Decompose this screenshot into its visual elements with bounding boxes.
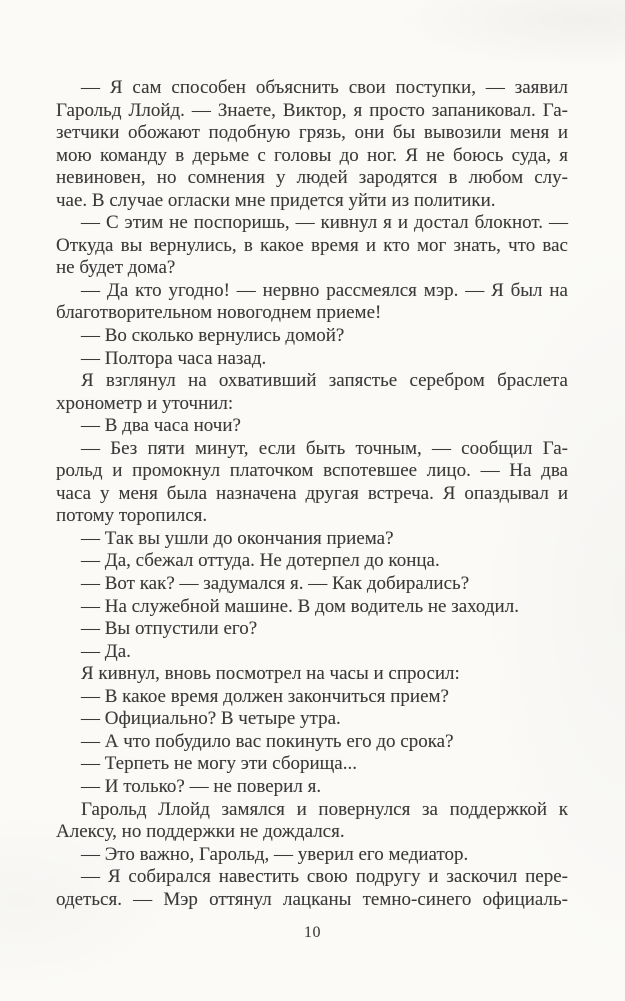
text-line: — На служебной машине. В дом водитель не заходил.: [81, 595, 519, 617]
text-line: — Я сам способен объяснить свои поступки, — заявил: [81, 77, 568, 98]
text-line: зетчики обожают подобную грязь, они бы вывозили меня и: [56, 122, 568, 144]
text-line: — Во сколько вернулись домой?: [81, 325, 345, 347]
text-line: — Без пяти минут, если быть точным, — сообщил Га-: [81, 437, 568, 459]
text-line: невиновен, но сомнения у людей зародятся в любом слу-: [56, 167, 568, 189]
text-line: мою команду в дерьме с головы до ног. Я не боюсь суда, я: [56, 144, 568, 166]
text-line: одеться. — Мэр оттянул лацканы темно-синего официаль-: [56, 888, 568, 910]
text-line: Я кивнул, вновь посмотрел на часы и спросил:: [81, 663, 460, 685]
text-line: — Вы отпустили его?: [81, 618, 258, 640]
text-line: — С этим не поспоришь, — кивнул я и достал блокнот. —: [81, 212, 568, 234]
text-line: благотворительном новогоднем приеме!: [56, 302, 382, 324]
page-number: 10: [304, 924, 321, 941]
text-line: Я взглянул на охвативший запястье серебром браслета: [81, 370, 568, 392]
text-line: — Официально? В четыре утра.: [81, 708, 341, 730]
text-line: часа у меня была назначена другая встреча. Я опаздывал и: [56, 482, 568, 504]
text-line: — И только? — не поверил я.: [81, 775, 322, 797]
text-line: — А что побудило вас покинуть его до срока?: [81, 730, 454, 752]
text-line: рольд и промокнул платочком вспотевшее лицо. — На два: [56, 460, 568, 482]
text-line: — Так вы ушли до окончания приема?: [81, 527, 394, 549]
text-line: не будет дома?: [56, 257, 176, 279]
text-line: — В какое время должен закончиться прием?: [81, 685, 449, 707]
text-line: — Да кто угодно! — нервно рассмеялся мэр. — Я был на: [81, 279, 568, 301]
text-line: потому торопился.: [56, 505, 208, 527]
text-line: Гарольд Ллойд. — Знаете, Виктор, я просто запаниковал. Га-: [56, 99, 568, 121]
text-line: — Да, сбежал оттуда. Не дотерпел до конца.: [81, 550, 440, 572]
text-line: — Вот как? — задумался я. — Как добирались?: [81, 573, 470, 595]
text-line: Откуда вы вернулись, в какое время и кто мог знать, что вас: [56, 234, 568, 256]
text-line: — Это важно, Гарольд, — уверил его медиатор.: [81, 843, 469, 865]
text-line: — Полтора часа назад.: [81, 347, 267, 369]
text-line: — Терпеть не могу эти сборища...: [81, 753, 357, 775]
text-line: Алексу, но поддержки не дождался.: [56, 821, 345, 843]
text-line: — Я собирался навестить свою подругу и заскочил пере-: [81, 866, 568, 888]
page-text-block: [56, 77, 568, 911]
text-line: — Да.: [81, 640, 131, 662]
text-line: Гарольд Ллойд замялся и повернулся за поддержкой к: [81, 798, 568, 820]
text-line: — В два часа ночи?: [81, 415, 241, 437]
text-line: чае. В случае огласки мне придется уйти из политики.: [56, 189, 496, 211]
text-line: хронометр и уточнил:: [56, 392, 234, 414]
